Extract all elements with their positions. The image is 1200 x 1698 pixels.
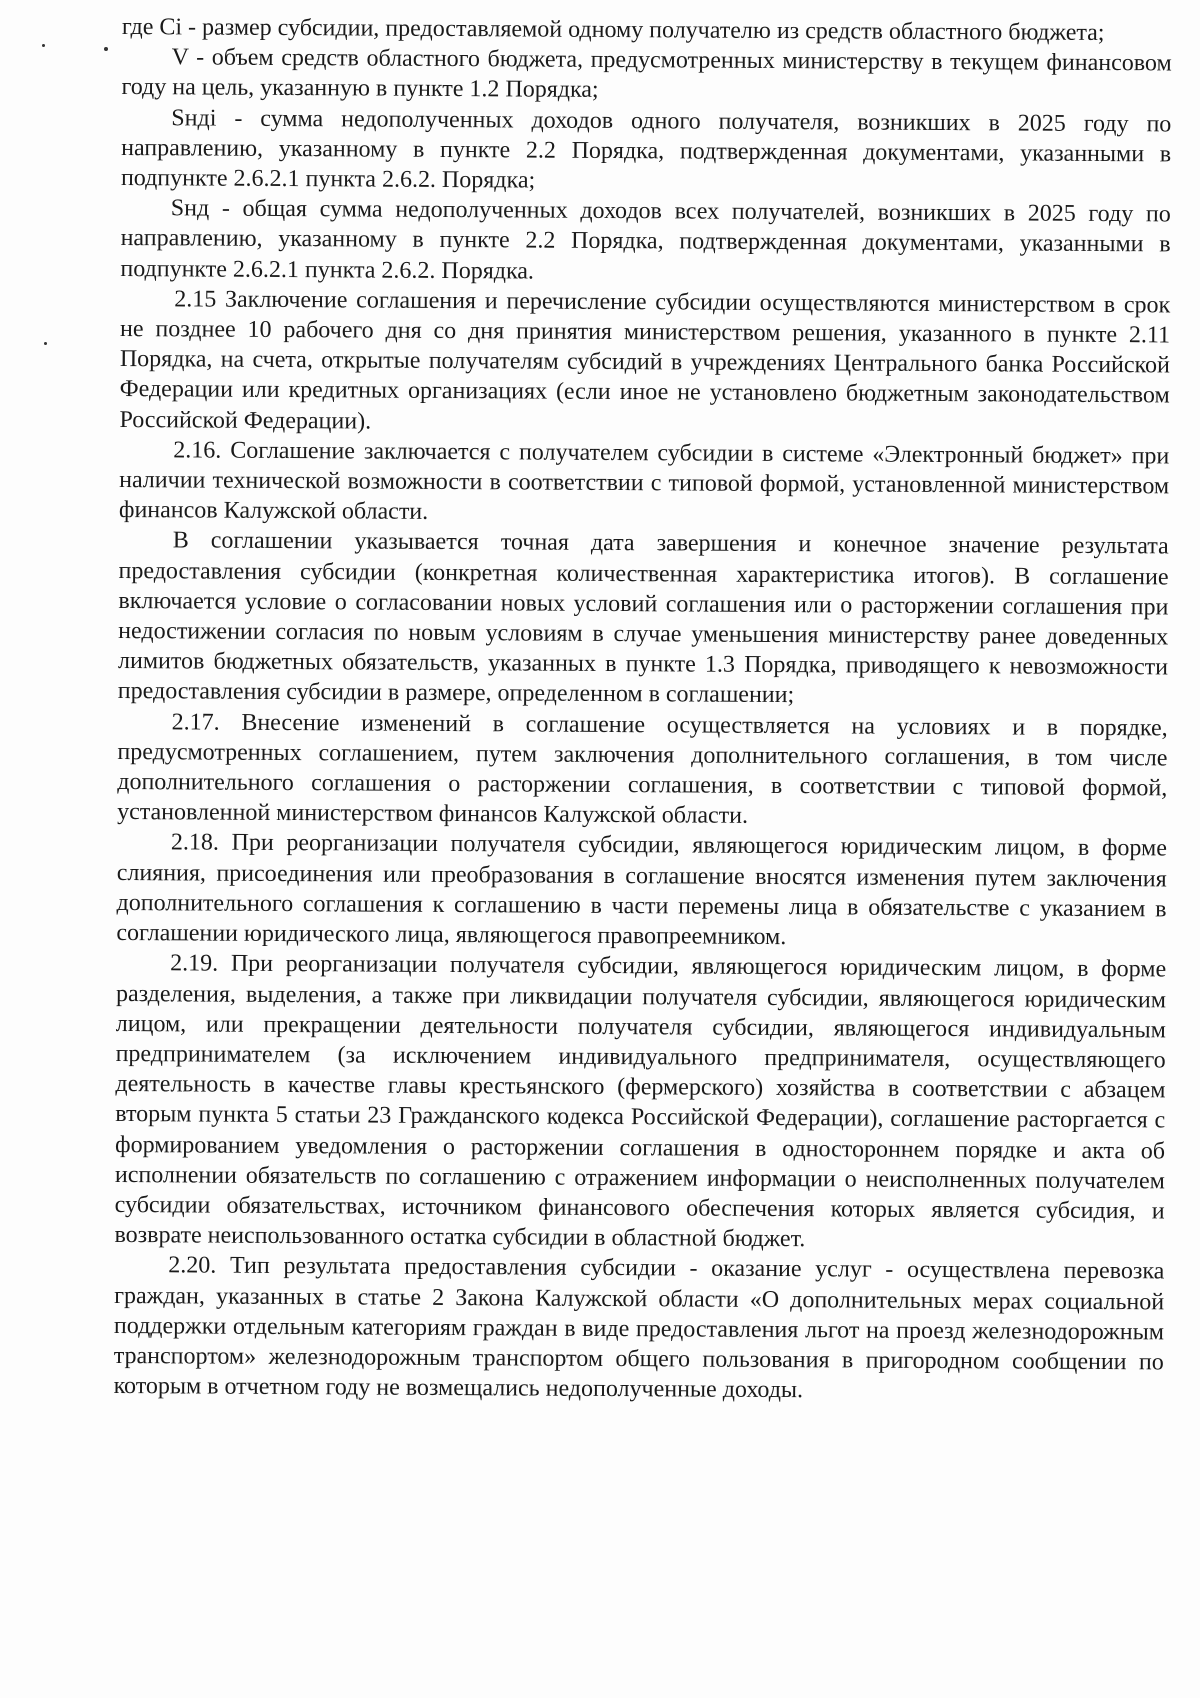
document-body (114, 12, 1172, 1408)
paragraph-2-18: 2.18. При реорганизации получателя субсидии, являющегося юридическим лицом, в форме слияния, присоединения или преобразования в соглашение вносятся изменения путем заключения дополнительного соглашения к соглашению в части перемены лица в обязательстве с указанием в соглашении юридического лица, являющегося правопреемником. (116, 829, 1167, 951)
paragraph-2-17: 2.17. Внесение изменений в соглашение осуществляется на условиях и в порядке, предусмотренных соглашением, путем заключения дополнительного соглашения, в том числе дополнительного соглашения о расторжении соглашения, в соответствии с типовой формой, установленной министерством финансов Калужской области. (117, 708, 1168, 830)
paragraph-2-19: 2.19. При реорганизации получателя субсидии, являющегося юридическим лицом, в форме разделения, выделения, а также при ликвидации получателя субсидии, являющегося юридическим лицом, или прекращении деятельности получателя субсидии, являющегося индивидуальным предпринимателем (за исключением индивидуального предпринимателя, осуществляющего деятельность в качестве главы крестьянского (фермерского) хозяйства в соответствии с абзацем вторым пункта 5 статьи 23 Гражданского кодекса Российской Федерации), соглашение расторгается с формированием уведомления о расторжении соглашения в одностороннем порядке и акта об исполнении обязательств по соглашению с отражением информации о неисполненных получателем субсидии обязательствах, источником финансового обеспечения которых является субсидия, и возврате неиспользованного остатка субсидии в областной бюджет. (114, 950, 1167, 1253)
paragraph-2-20: 2.20. Тип результата предоставления субсидии - оказание услуг - осуществлена перевозка граждан, указанных в статье 2 Закона Калужской области «О дополнительных мерах социальной поддержки отдельным категориям граждан в виде предоставления льгот на проезд железнодорожным транспортом» железнодорожным транспортом общего пользования в пригородном сообщении по которым в отчетном году не возмещались недополученные доходы. (113, 1252, 1165, 1404)
paragraph-ci-definition: где Ci - размер субсидии, предоставляемой одному получателю из средств областного бюджета; (121, 13, 1105, 47)
scan-speck (44, 342, 47, 345)
scan-speck (42, 44, 45, 47)
paragraph-agreement-terms: В соглашении указывается точная дата завершения и конечное значение результата предоставления субсидии (конкретная количественная характеристика итогов). В соглашение включается условие о согласовании новых условий соглашения или о расторжении соглашения при недостижении согласия по новым условиям в случае уменьшения министерству ранее доведенных лимитов бюджетных обязательств, указанных в пункте 1.3 Порядка, приводящего к невозможности предоставления субсидии в размере, определенном в соглашении; (117, 527, 1169, 709)
paragraph-2-16: 2.16. Соглашение заключается с получателем субсидии в системе «Электронный бюджет» при наличии технической возможности в соответствии с типовой формой, установленной министерством финансов Калужской области. (118, 437, 1170, 526)
paragraph-v-definition: V - объем средств областного бюджета, предусмотренных министерству в текущем финансовом году на цель, указанную в пункте 1.2 Порядка; (121, 44, 1172, 104)
paragraph-2-15: 2.15 Заключение соглашения и перечисление субсидии осуществляются министерством в срок не позднее 10 рабочего дня со дня принятия министерством решения, указанного в пункте 2.11 Порядка, на счета, открытые получателям субсидий в учреждениях Центрального банка Российской Федерации или кредитных организациях (если иное не установлено бюджетным законодательством Российской Федерации). (119, 286, 1171, 435)
paragraph-snd-definition: Sнд - общая сумма недополученных доходов всех получателей, возникших в 2025 году по направлению, указанному в пункте 2.2 Порядка, подтвержденная документами, указанными в подпункте 2.6.2.1 пункта 2.6.2. Порядка. (120, 195, 1171, 285)
paragraph-sndi-definition: Sндi - сумма недополученных доходов одного получателя, возникших в 2025 году по направлению, указанному в пункте 2.2 Порядка, подтвержденная документами, указанными в подпункте 2.6.2.1 пункта 2.6.2. Порядка; (120, 104, 1172, 194)
scan-speck (104, 47, 108, 51)
